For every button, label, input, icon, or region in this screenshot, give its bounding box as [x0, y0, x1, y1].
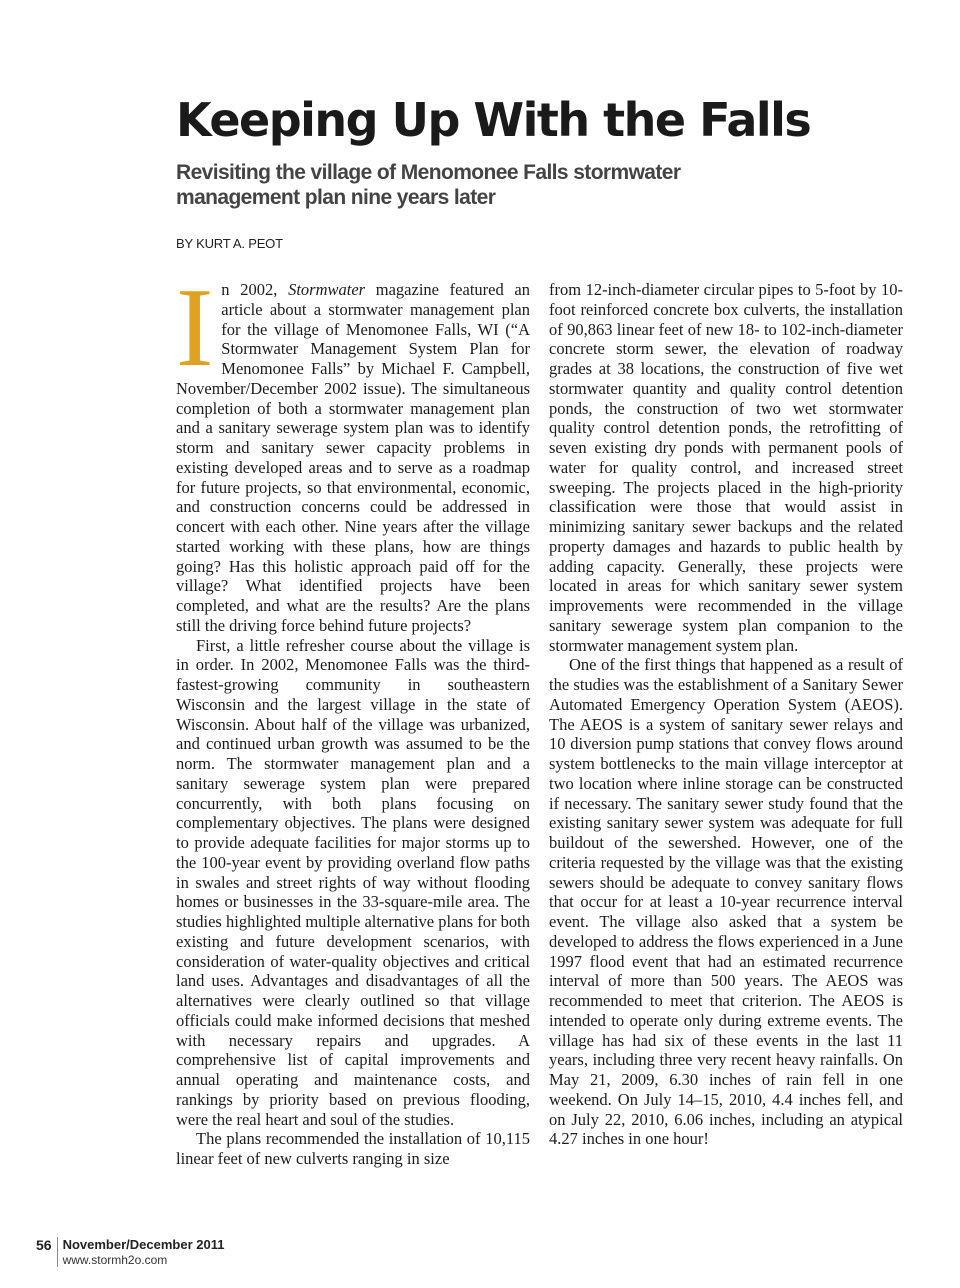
paragraph-text: n 2002,: [221, 280, 289, 299]
paragraph: One of the first things that happened as a result of the studies was the establishment of a Sanitary Sewer Automated Emergency Operation System (AEOS). The AEOS is a system of sanitary sewer relays and 10 diversion pump stations that convey flows around system bottlenecks to the main village interceptor at two location where inline storage can be constructed if necessary. The sanitary sewer study found that the existing sanitary sewer system was adequate for full buildout of the sewershed. However, one of the criteria requested by the village was that the existing sewers should be adequate to convey sanitary flows that occur for at least a 10-year recurrence interval event. The village also asked that a system be developed to address the flows experienced in a June 1997 flood event that had an estimated recurrence interval of more than 500 years. The AEOS was recommended to meet that criterion. The AEOS is intended to operate only during extreme events. The village has had six of these events in the last 11 years, including three very recent heavy rainfalls. On May 21, 2009, 6.30 inches of rain fell in one weekend. On July 14–15, 2010, 4.4 inches fell, and on July 22, 2010, 6.06 inches, including an atypical 4.27 inches in one hour!: [549, 655, 903, 1149]
article-byline: BY KURT A. PEOT: [176, 236, 283, 251]
website-link[interactable]: www.stormh2o.com: [62, 1253, 168, 1267]
article-subtitle: Revisiting the village of Menomonee Falls stormwater management plan nine years later: [176, 161, 681, 209]
page-number: 56: [36, 1237, 52, 1253]
text-column-right: [549, 280, 903, 1149]
footer-info: [63, 1237, 225, 1268]
paragraph-text: magazine featured an article about a stormwater management plan for the village of Menomonee Falls, WI (“A Stormwater Management System Plan for Menomonee Falls” by Michael F. Campbell, November/December 2002 issue). The simultaneous completion of both a stormwater management plan and a sanitary sewerage system plan was to identify storm and sanitary sewer capacity problems in existing developed areas and to serve as a roadmap for future projects, so that environmental, economic, and construction concerns could be addressed in concert with each other. Nine years after the village started working with these plans, how are things going? Has this holistic approach paid off for the village? What identified projects have been completed, and what are the results? Are the plans still the driving force behind future projects?: [176, 280, 530, 635]
paragraph: First, a little refresher course about the village is in order. In 2002, Menomonee Falls was the third-fastest-growing community in southeastern Wisconsin and the largest village in the state of Wisconsin. About half of the village was urbanized, and continued urban growth was assumed to be the norm. The stormwater management plan and a sanitary sewerage system plan were prepared concurrently, with both plans focusing on complementary objectives. The plans were designed to provide adequate facilities for major storms up to the 100-year event by providing overland flow paths in swales and street rights of way without flooding homes or businesses in the 33-square-mile area. The studies highlighted multiple alternative plans for both existing and future development scenarios, with consideration of water-quality objectives and critical land uses. Advantages and disadvantages of all the alternatives were clearly outlined so that village officials could make informed decisions that meshed with necessary repairs and upgrades. A comprehensive list of capital improvements and annual operating and maintenance costs, and rankings by priority based on previous flooding, were the real heart and soul of the studies.: [176, 635, 530, 1129]
article-title: Keeping Up With the Falls: [176, 93, 811, 147]
paragraph: from 12-inch-diameter circular pipes to 5-foot by 10-foot reinforced concrete box culverts, the installation of 90,863 linear feet of new 18- to 102-inch-diameter concrete storm sewer, the elevation of roadway grades at 38 locations, the construction of five wet stormwater quantity and quality control detention ponds, the construction of two wet stormwater quality control detention ponds, the retrofitting of seven existing dry ponds with permanent pools of water for quality control, and increased street sweeping. The projects placed in the high-priority classification were those that would assist in minimizing sanitary sewer backups and the related property damages and hazards to public health by adding capacity. Generally, these projects were located in areas for which sanitary sewer system improvements were recommended in the village sanitary sewerage system plan companion to the stormwater management system plan.: [549, 280, 903, 655]
text-column-left: [176, 266, 530, 1169]
paragraph: [176, 266, 530, 636]
footer-divider: [57, 1237, 58, 1267]
issue-date: November/December 2011: [62, 1237, 225, 1252]
paragraph: The plans recommended the installation of 10,115 linear feet of new culverts ranging in size: [176, 1129, 530, 1168]
drop-cap: I: [176, 266, 214, 390]
page-footer: [36, 1237, 224, 1268]
magazine-name: Stormwater: [288, 280, 366, 299]
